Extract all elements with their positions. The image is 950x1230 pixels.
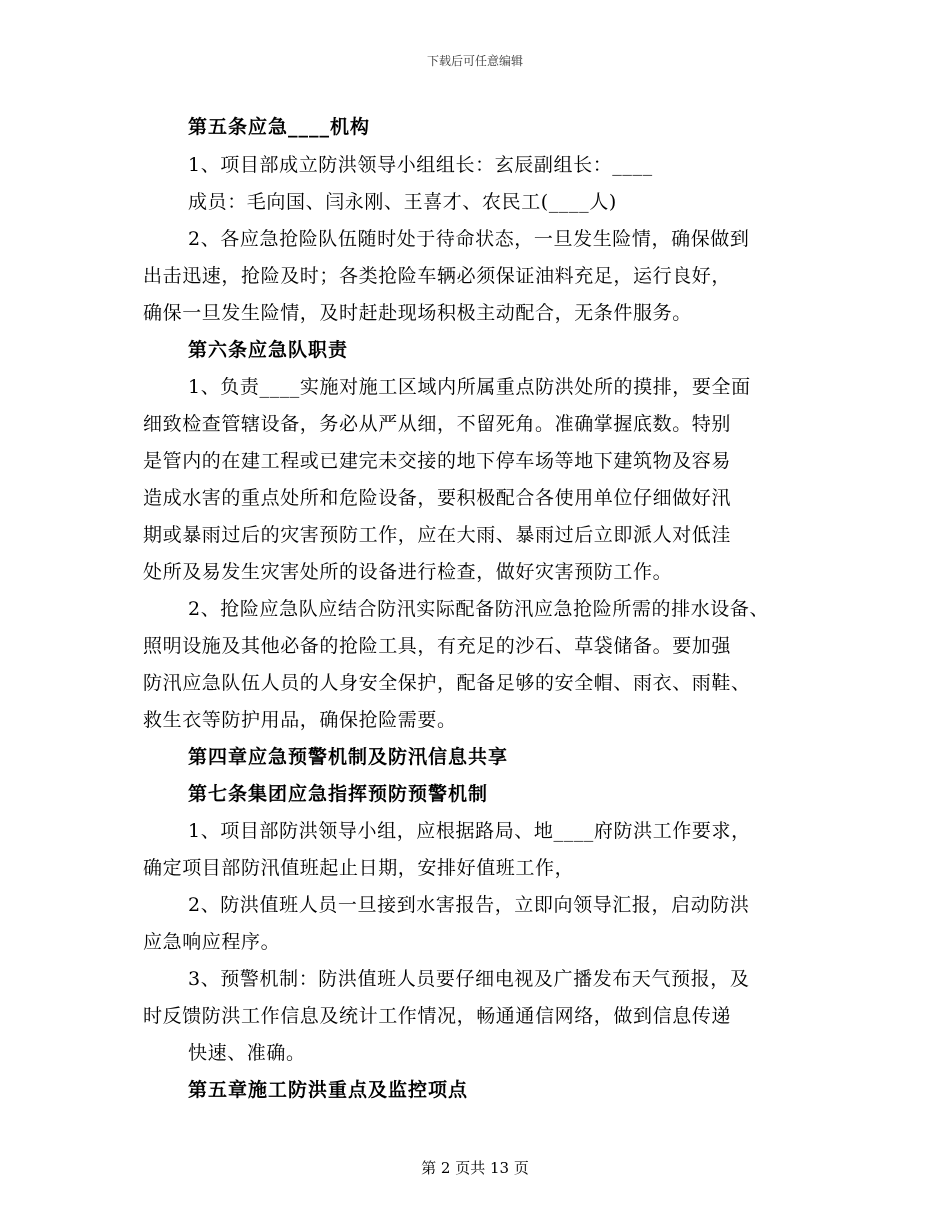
paragraph-line: 期或暴雨过后的灾害预防工作，应在大雨、暴雨过后立即派人对低洼: [143, 524, 732, 546]
paragraph-line: 出击迅速，抢险及时；各类抢险车辆必须保证油料充足，运行良好，: [143, 265, 732, 287]
paragraph-line: 2、防洪值班人员一旦接到水害报告，立即向领导汇报，启动防洪: [188, 894, 750, 916]
section-heading: 第七条集团应急指挥预防预警机制: [188, 783, 489, 805]
paragraph-line: 应急响应程序。: [143, 931, 281, 953]
page-footer: 第 2 页共 13 页: [421, 1159, 529, 1177]
paragraph-line: 确定项目部防汛值班起止日期，安排好值班工作，: [143, 857, 575, 879]
page-header: 下载后可任意编辑: [426, 54, 523, 68]
paragraph-line: 照明设施及其他必备的抢险工具，有充足的沙石、草袋储备。要加强: [143, 635, 732, 657]
paragraph-line: 确保一旦发生险情，及时赶赴现场积极主动配合，无条件服务。: [143, 302, 692, 324]
paragraph-line: 防汛应急队伍人员的人身安全保护，配备足够的安全帽、雨衣、雨鞋、: [143, 672, 751, 694]
chapter-heading: 第五章施工防洪重点及监控项点: [188, 1079, 469, 1101]
section-heading: 第五条应急____机构: [188, 116, 371, 138]
paragraph-line: 成员：毛向国、闫永刚、王喜才、农民工(____人): [188, 191, 617, 213]
paragraph-line: 1、负责____实施对施工区域内所属重点防洪处所的摸排，要全面: [188, 376, 751, 398]
paragraph-line: 快速、准确。: [188, 1042, 306, 1064]
section-heading: 第六条应急队职责: [188, 339, 349, 361]
paragraph-line: 2、抢险应急队应结合防汛实际配备防汛应急抢险所需的排水设备、: [188, 598, 770, 620]
paragraph-line: 时反馈防洪工作信息及统计工作情况，畅通通信网络，做到信息传递: [143, 1005, 732, 1027]
paragraph-line: 细致检查管辖设备，务必从严从细，不留死角。准确掌握底数。特别: [143, 413, 732, 435]
paragraph-line: 1、项目部成立防洪领导小组组长：玄辰副组长：____: [188, 154, 653, 176]
paragraph-line: 造成水害的重点处所和危险设备，要积极配合各使用单位仔细做好汛: [143, 487, 732, 509]
paragraph-line: 救生衣等防护用品，确保抢险需要。: [143, 709, 457, 731]
paragraph-line: 处所及易发生灾害处所的设备进行检查，做好灾害预防工作。: [143, 561, 673, 583]
chapter-heading: 第四章应急预警机制及防汛信息共享: [188, 746, 509, 768]
paragraph-line: 1、项目部防洪领导小组，应根据路局、地____府防洪工作要求，: [188, 820, 751, 842]
paragraph-line: 是管内的在建工程或已建完未交接的地下停车场等地下建筑物及容易: [143, 450, 732, 472]
paragraph-line: 3、预警机制：防洪值班人员要仔细电视及广播发布天气预报，及: [188, 968, 750, 990]
paragraph-line: 2、各应急抢险队伍随时处于待命状态，一旦发生险情，确保做到: [188, 228, 750, 250]
